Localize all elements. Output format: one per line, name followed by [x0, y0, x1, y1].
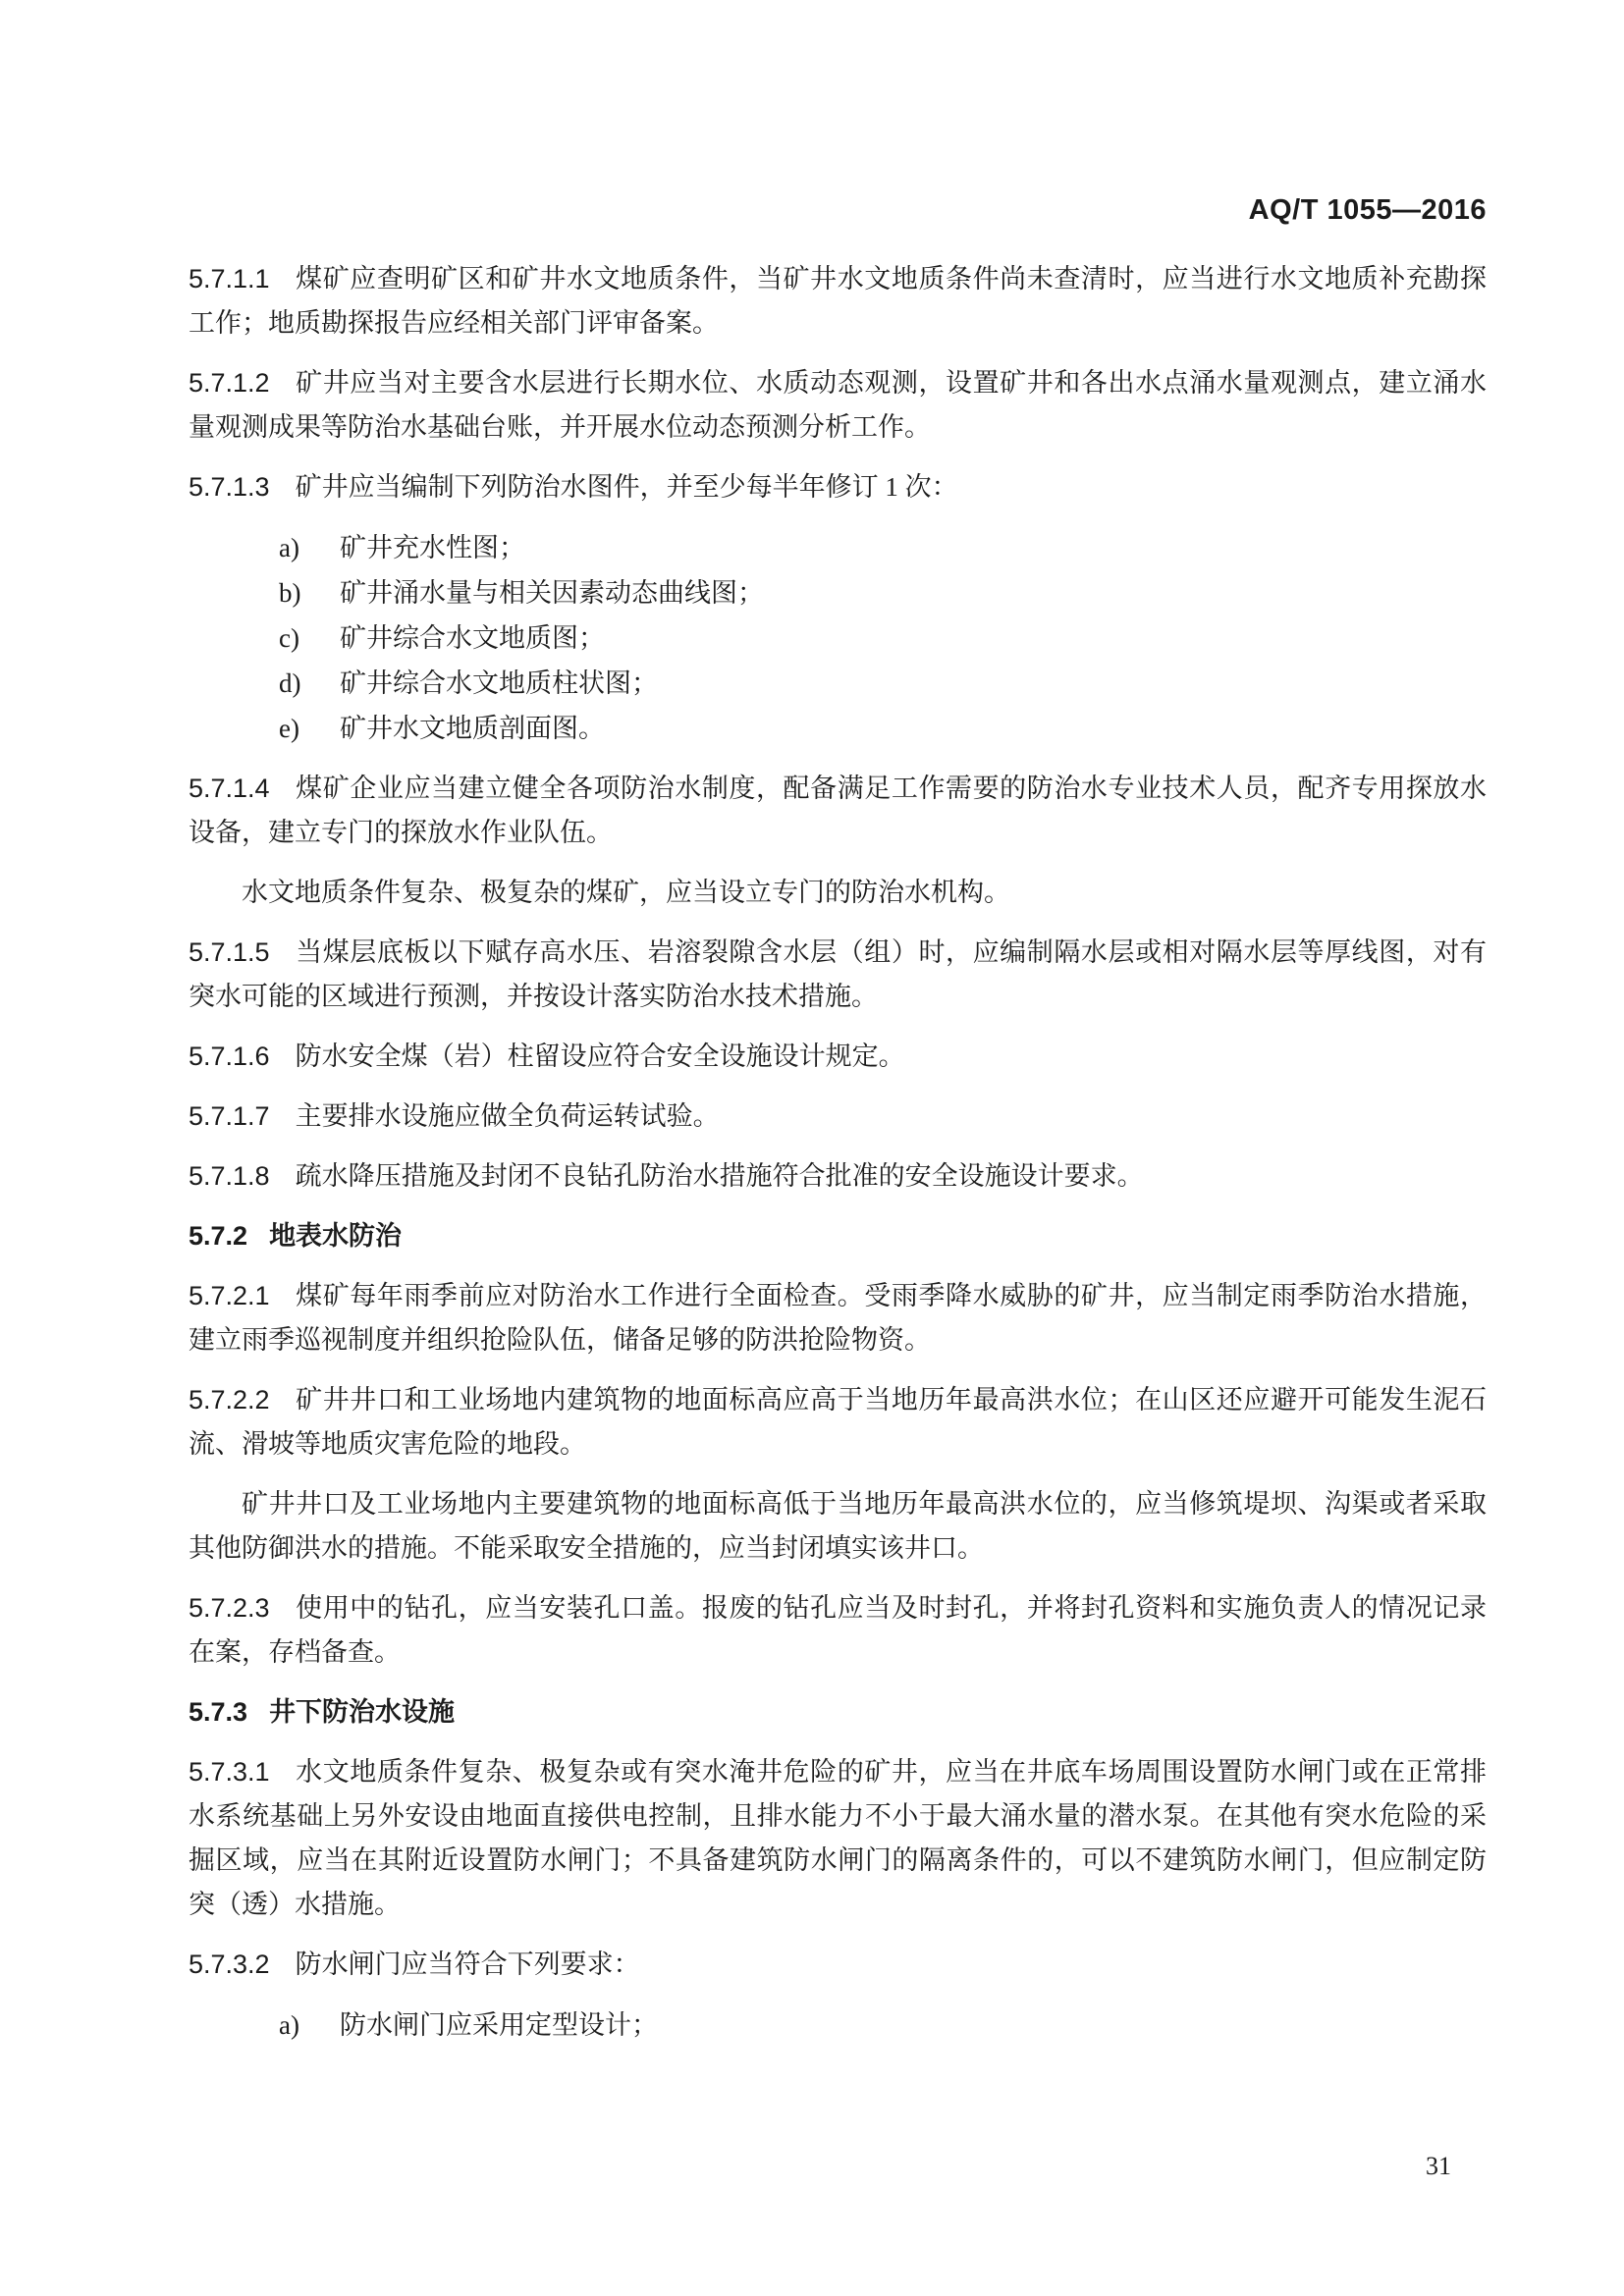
list-item [189, 2002, 1487, 2048]
list-item [189, 570, 1487, 615]
list-text: 矿井综合水文地质图； [340, 623, 605, 653]
clause [189, 1095, 1487, 1139]
clause [189, 1750, 1487, 1927]
clause-number: 5.7.1.8 [189, 1161, 270, 1191]
list-text: 矿井综合水文地质柱状图； [340, 668, 658, 698]
heading-title: 井下防治水设施 [269, 1697, 456, 1727]
list-marker: c) [279, 623, 299, 653]
clause-text: 疏水降压措施及封闭不良钻孔防治水措施符合批准的安全设施设计要求。 [295, 1161, 1144, 1191]
page-number: 31 [1426, 2152, 1451, 2180]
clause-number: 5.7.2.1 [189, 1281, 270, 1310]
list-item [189, 615, 1487, 661]
heading-number: 5.7.3 [189, 1697, 248, 1727]
clause [189, 361, 1487, 450]
clause-number: 5.7.1.1 [189, 264, 270, 294]
clause-number: 5.7.1.2 [189, 368, 270, 398]
clause-number: 5.7.2.2 [189, 1385, 270, 1415]
list-item [189, 661, 1487, 706]
document-footer [189, 2152, 1451, 2181]
paragraph [189, 871, 1487, 915]
section-heading [189, 1690, 1487, 1735]
clause-number: 5.7.1.6 [189, 1041, 270, 1071]
clause-text: 矿井应当编制下列防治水图件，并至少每半年修订 1 次： [295, 472, 958, 502]
clause-text: 矿井应当对主要含水层进行长期水位、水质动态观测，设置矿井和各出水点涌水量观测点，建立涌水量观测成果等防治水基础台账，并开展水位动态预测分析工作。 [189, 368, 1487, 442]
ordered-list [189, 525, 1487, 751]
clause-text: 当煤层底板以下赋存高水压、岩溶裂隙含水层（组）时，应编制隔水层或相对隔水层等厚线图，对有突水可能的区域进行预测，并按设计落实防治水技术措施。 [189, 937, 1487, 1011]
clause [189, 931, 1487, 1019]
heading-title: 地表水防治 [269, 1221, 403, 1251]
clause [189, 1035, 1487, 1079]
ordered-list [189, 2002, 1487, 2048]
list-marker: d) [279, 668, 301, 698]
list-marker: b) [279, 578, 301, 608]
clause [189, 1378, 1487, 1467]
list-marker: a) [279, 2010, 299, 2040]
list-item [189, 706, 1487, 751]
section-heading [189, 1214, 1487, 1258]
clause-number: 5.7.3.2 [189, 1949, 270, 1979]
clause [189, 465, 1487, 509]
clause-number: 5.7.1.5 [189, 937, 270, 967]
list-text: 矿井水文地质剖面图。 [340, 714, 605, 743]
paragraph [189, 1482, 1487, 1571]
heading-number: 5.7.2 [189, 1221, 248, 1251]
clause-number: 5.7.1.4 [189, 774, 270, 803]
clause-text: 防水闸门应当符合下列要求： [295, 1949, 640, 1979]
clause-text: 防水安全煤（岩）柱留设应符合安全设施设计规定。 [295, 1041, 905, 1071]
document-body [189, 257, 1487, 2048]
clause [189, 257, 1487, 346]
list-marker: a) [279, 533, 299, 562]
clause-number: 5.7.1.3 [189, 472, 270, 502]
paragraph-text: 矿井井口及工业场地内主要建筑物的地面标高低于当地历年最高洪水位的，应当修筑堤坝、沟渠或者采取其他防御洪水的措施。不能采取安全措施的，应当封闭填实该井口。 [189, 1489, 1487, 1563]
clause [189, 1586, 1487, 1675]
clause-text: 水文地质条件复杂、极复杂或有突水淹井危险的矿井，应当在井底车场周围设置防水闸门或在正常排水系统基础上另外安设由地面直接供电控制，且排水能力不小于最大涌水量的潜水泵。在其他有突水危险的采掘区域，应当在其附近设置防水闸门；不具备建筑防水闸门的隔离条件的，可以不建筑防水闸门，但应制定防突（透）水措施。 [189, 1757, 1487, 1919]
list-text: 矿井充水性图； [340, 533, 525, 562]
clause [189, 1154, 1487, 1199]
clause-text: 使用中的钻孔，应当安装孔口盖。报废的钻孔应当及时封孔，并将封孔资料和实施负责人的情况记录在案，存档备查。 [189, 1593, 1487, 1667]
doc-number: AQ/T 1055—2016 [1248, 194, 1487, 226]
clause-text: 煤矿企业应当建立健全各项防治水制度，配备满足工作需要的防治水专业技术人员，配齐专用探放水设备，建立专门的探放水作业队伍。 [189, 774, 1487, 847]
clause-text: 煤矿应查明矿区和矿井水文地质条件，当矿井水文地质条件尚未查清时，应当进行水文地质补充勘探工作；地质勘探报告应经相关部门评审备案。 [189, 264, 1487, 338]
clause-number: 5.7.1.7 [189, 1101, 270, 1131]
document-header [189, 194, 1487, 227]
list-item [189, 525, 1487, 570]
clause-text: 矿井井口和工业场地内建筑物的地面标高应高于当地历年最高洪水位；在山区还应避开可能发生泥石流、滑坡等地质灾害危险的地段。 [189, 1385, 1487, 1459]
list-text: 防水闸门应采用定型设计； [340, 2010, 658, 2040]
clause-number: 5.7.3.1 [189, 1757, 270, 1787]
clause [189, 1274, 1487, 1362]
clause [189, 1943, 1487, 1987]
clause-number: 5.7.2.3 [189, 1593, 270, 1623]
clause-text: 煤矿每年雨季前应对防治水工作进行全面检查。受雨季降水威胁的矿井，应当制定雨季防治水措施，建立雨季巡视制度并组织抢险队伍，储备足够的防洪抢险物资。 [189, 1281, 1487, 1355]
clause-text: 主要排水设施应做全负荷运转试验。 [295, 1101, 720, 1131]
paragraph-text: 水文地质条件复杂、极复杂的煤矿，应当设立专门的防治水机构。 [242, 878, 1010, 907]
list-text: 矿井涌水量与相关因素动态曲线图； [340, 578, 764, 608]
clause [189, 767, 1487, 855]
list-marker: e) [279, 714, 299, 743]
